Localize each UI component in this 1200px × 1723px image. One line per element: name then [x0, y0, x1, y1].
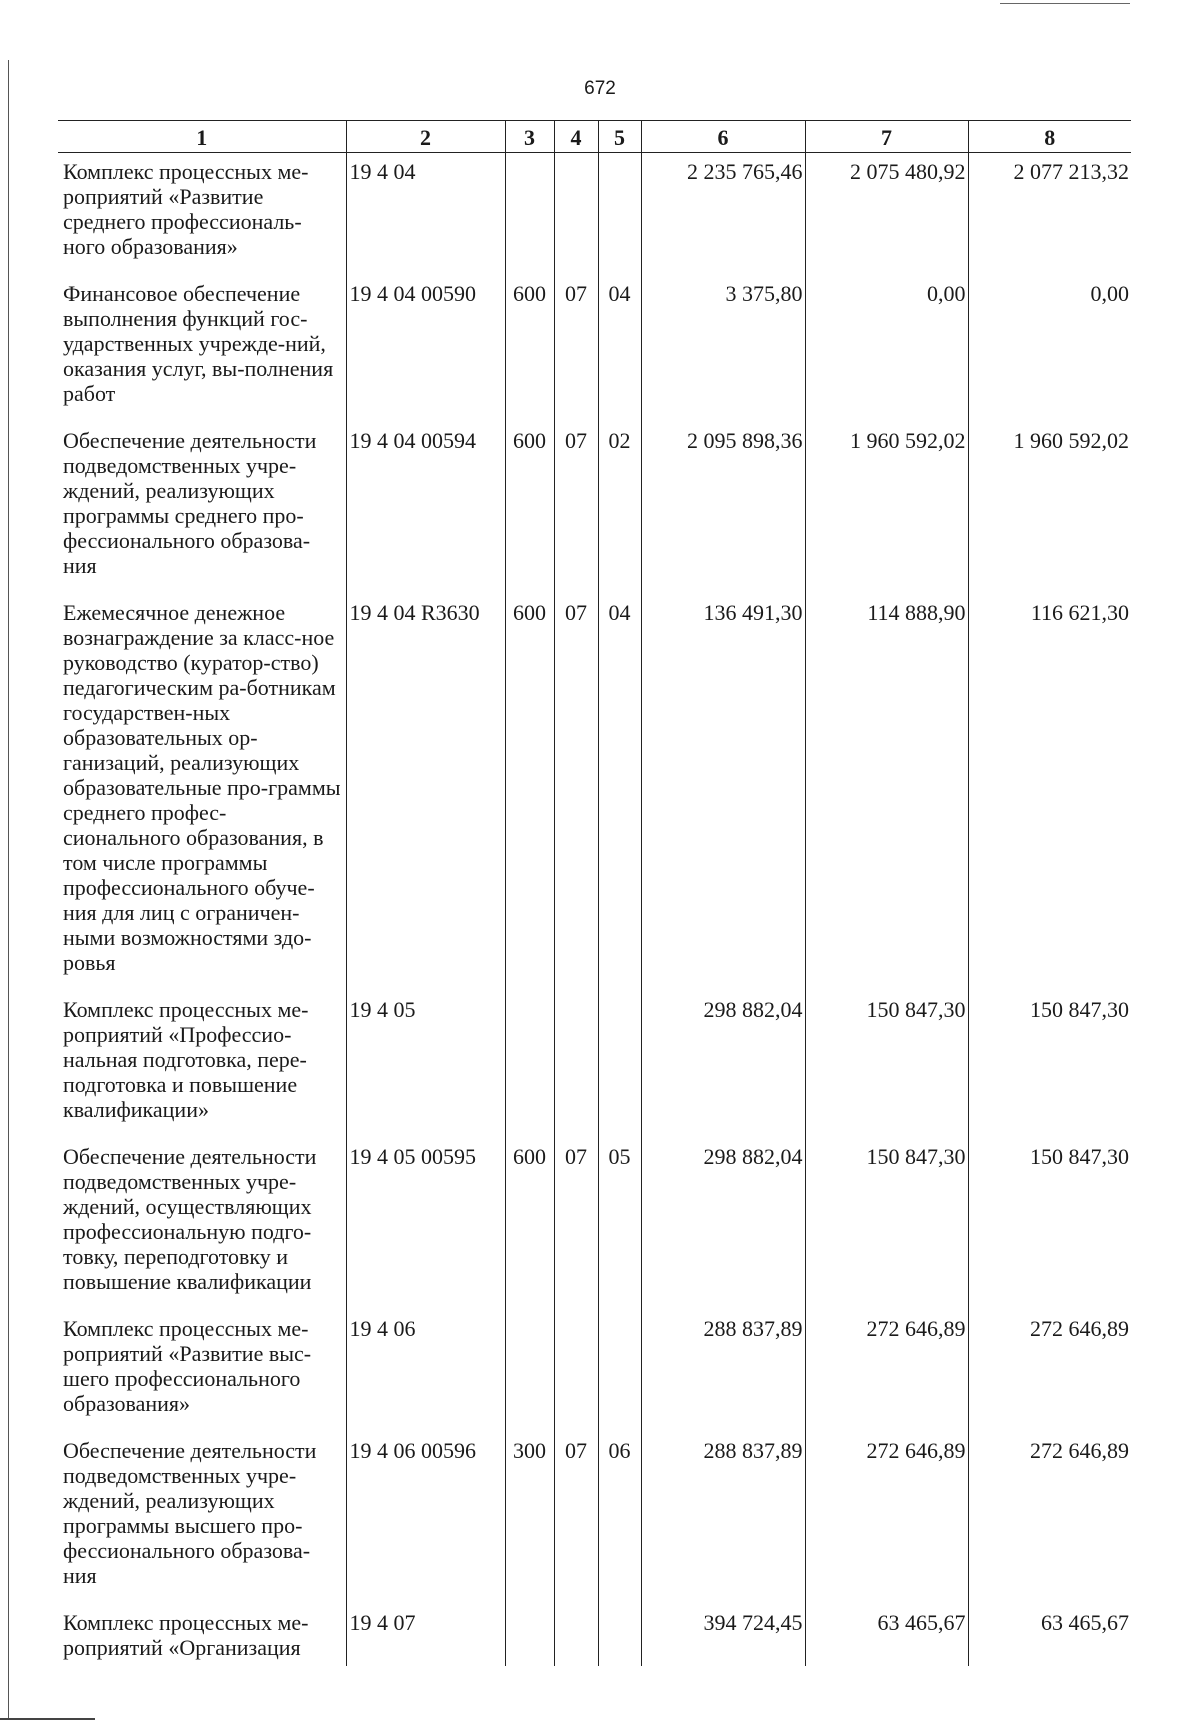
- row-col-5: 05: [598, 1138, 641, 1310]
- row-value-8: 116 621,30: [968, 594, 1131, 991]
- row-col-3: [505, 1310, 554, 1432]
- row-value-8: 63 465,67: [968, 1604, 1131, 1666]
- row-name: Финансовое обеспечение выполнения функций гос-ударственных учрежде-ний, оказания услуг, вы-полнения работ: [63, 281, 334, 406]
- header-col-4: 4: [554, 121, 598, 153]
- row-col-4: 07: [554, 275, 598, 422]
- row-col-5: [598, 153, 641, 276]
- row-code: 19 4 05: [346, 991, 505, 1138]
- scan-top-mark: [1000, 3, 1130, 4]
- row-col-5: [598, 991, 641, 1138]
- header-col-8: 8: [968, 121, 1131, 153]
- row-value-8: 272 646,89: [968, 1432, 1131, 1604]
- row-value-6: 298 882,04: [641, 1138, 805, 1310]
- row-col-4: [554, 1310, 598, 1432]
- table-row: [58, 275, 1131, 422]
- header-row: [58, 121, 1131, 153]
- row-value-6: 2 235 765,46: [641, 153, 805, 276]
- row-value-7: 63 465,67: [805, 1604, 968, 1666]
- table-row: [58, 1310, 1131, 1432]
- row-code: 19 4 04 00590: [346, 275, 505, 422]
- row-name: Обеспечение деятельности подведомственных учре-ждений, реализующих программы среднего про-фессионального образова-ния: [63, 428, 317, 578]
- row-value-6: 136 491,30: [641, 594, 805, 991]
- header-col-7: 7: [805, 121, 968, 153]
- row-value-6: 2 095 898,36: [641, 422, 805, 594]
- row-col-4: [554, 1604, 598, 1666]
- page-number: 672: [584, 78, 616, 99]
- row-value-7: 272 646,89: [805, 1432, 968, 1604]
- row-value-7: 150 847,30: [805, 991, 968, 1138]
- row-col-3: 600: [505, 275, 554, 422]
- row-name: Комплекс процессных ме-роприятий «Развитие выс-шего профессионального образования»: [63, 1316, 312, 1416]
- row-col-3: [505, 1604, 554, 1666]
- row-value-8: 272 646,89: [968, 1310, 1131, 1432]
- row-value-8: 1 960 592,02: [968, 422, 1131, 594]
- row-col-3: 600: [505, 422, 554, 594]
- row-col-4: 07: [554, 594, 598, 991]
- row-value-8: 150 847,30: [968, 991, 1131, 1138]
- row-code: 19 4 05 00595: [346, 1138, 505, 1310]
- row-name: Комплекс процессных ме-роприятий «Организация: [63, 1610, 309, 1660]
- row-value-7: 114 888,90: [805, 594, 968, 991]
- row-col-5: [598, 1604, 641, 1666]
- budget-table: [58, 120, 1131, 1666]
- row-value-7: 150 847,30: [805, 1138, 968, 1310]
- scan-left-edge: [8, 60, 9, 1720]
- row-col-4: 07: [554, 1138, 598, 1310]
- row-value-6: 394 724,45: [641, 1604, 805, 1666]
- header-col-1: 1: [58, 121, 346, 153]
- row-code: 19 4 06: [346, 1310, 505, 1432]
- table-row: [58, 1604, 1131, 1666]
- row-value-7: 272 646,89: [805, 1310, 968, 1432]
- row-name: Обеспечение деятельности подведомственных учре-ждений, реализующих программы высшего про-фессионального образова-ния: [63, 1438, 317, 1588]
- header-col-5: 5: [598, 121, 641, 153]
- table-row: [58, 1138, 1131, 1310]
- row-col-4: [554, 991, 598, 1138]
- header-col-2: 2: [346, 121, 505, 153]
- table-row: [58, 594, 1131, 991]
- scan-bottom-mark: [0, 1718, 95, 1720]
- row-col-3: 600: [505, 594, 554, 991]
- row-name: Ежемесячное денежное вознаграждение за класс-ное руководство (куратор-ство) педагогическим ра-ботникам государствен-ных образовательных ор-ганизаций, реализующих образовательные про-граммы среднего профес-сионального образования, в том числе программы профессионального обуче-ния для лиц с ограничен-ными возможностями здо-ровья: [63, 600, 341, 975]
- table-row: [58, 153, 1131, 276]
- row-name: Комплекс процессных ме-роприятий «Профессио-нальная подготовка, пере-подготовка и повышение квалификации»: [63, 997, 309, 1122]
- row-col-4: [554, 153, 598, 276]
- row-value-8: 2 077 213,32: [968, 153, 1131, 276]
- row-value-7: 2 075 480,92: [805, 153, 968, 276]
- row-col-3: 300: [505, 1432, 554, 1604]
- row-col-5: 06: [598, 1432, 641, 1604]
- row-value-6: 3 375,80: [641, 275, 805, 422]
- row-name: Обеспечение деятельности подведомственных учре-ждений, осуществляющих профессиональную подго-товку, переподготовку и повышение квалификации: [63, 1144, 317, 1294]
- row-code: 19 4 04: [346, 153, 505, 276]
- row-col-4: 07: [554, 1432, 598, 1604]
- row-col-5: 04: [598, 275, 641, 422]
- row-value-7: 1 960 592,02: [805, 422, 968, 594]
- table-row: [58, 991, 1131, 1138]
- row-value-8: 0,00: [968, 275, 1131, 422]
- row-col-3: [505, 991, 554, 1138]
- row-value-8: 150 847,30: [968, 1138, 1131, 1310]
- table-header: [58, 121, 1131, 153]
- row-value-7: 0,00: [805, 275, 968, 422]
- row-col-3: 600: [505, 1138, 554, 1310]
- header-col-6: 6: [641, 121, 805, 153]
- row-col-5: [598, 1310, 641, 1432]
- row-value-6: 298 882,04: [641, 991, 805, 1138]
- row-name: Комплекс процессных ме-роприятий «Развитие среднего профессиональ-ного образования»: [63, 159, 309, 259]
- row-code: 19 4 04 R3630: [346, 594, 505, 991]
- row-col-4: 07: [554, 422, 598, 594]
- row-col-5: 04: [598, 594, 641, 991]
- table-row: [58, 1432, 1131, 1604]
- row-code: 19 4 06 00596: [346, 1432, 505, 1604]
- row-code: 19 4 04 00594: [346, 422, 505, 594]
- row-code: 19 4 07: [346, 1604, 505, 1666]
- row-col-5: 02: [598, 422, 641, 594]
- table-row: [58, 422, 1131, 594]
- table-body: [58, 153, 1131, 1667]
- row-value-6: 288 837,89: [641, 1432, 805, 1604]
- header-col-3: 3: [505, 121, 554, 153]
- row-value-6: 288 837,89: [641, 1310, 805, 1432]
- row-col-3: [505, 153, 554, 276]
